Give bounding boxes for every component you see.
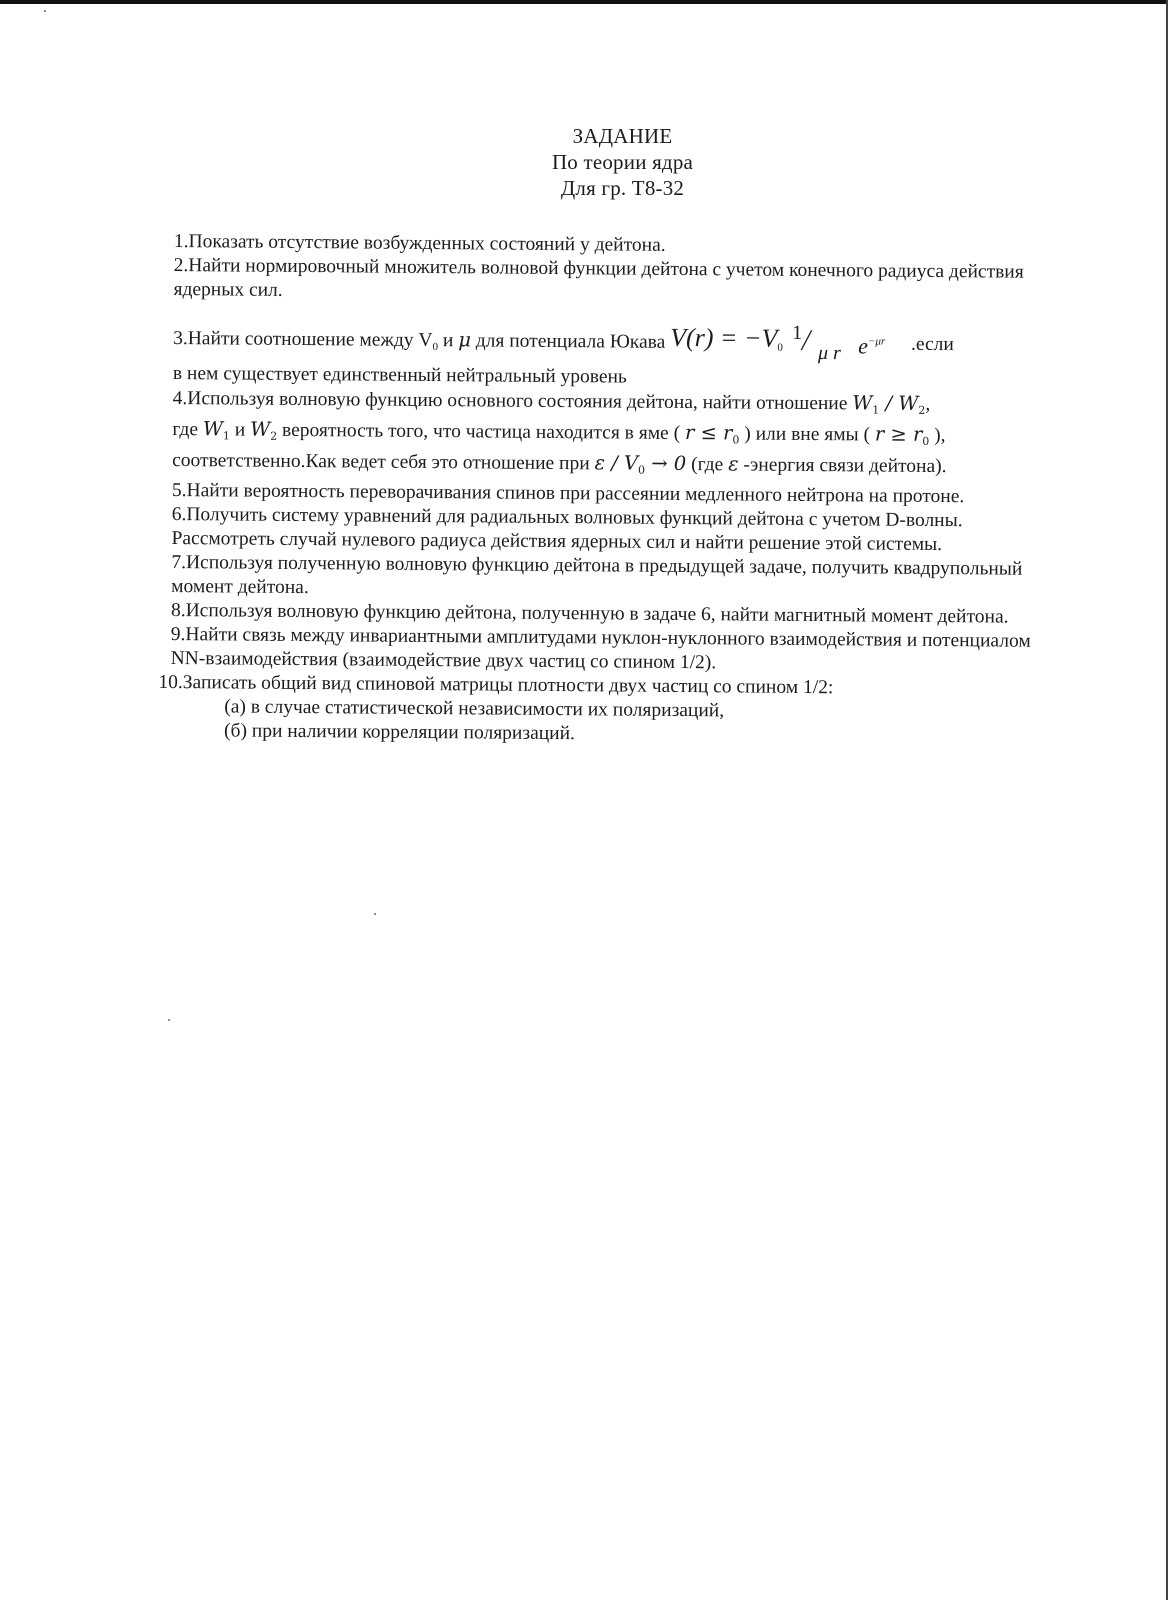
task-7: 7.Используя полученную волновую функцию дейтона в предыдущей задаче, получить квадрупольный момент дейтона.	[171, 551, 1023, 599]
task-3-yukawa-label: для потенциала Юкава	[470, 330, 671, 353]
task-4-binding-energy: -энергия связи дейтона).	[738, 454, 947, 478]
task-9: 9.Найти связь между инвариантными амплитудами нуклон-нуклонного взаимодействия и потенциалом NN-взаимодействия (взаимодействие двух частиц со спином 1/2).	[170, 623, 1031, 674]
task-10-option-b: (б) при наличии корреляции поляризаций.	[223, 720, 576, 745]
task-8: 8.Используя волновую функцию дейтона, полученную в задаче 6, найти магнитный момент дейтона.	[170, 599, 1009, 628]
formula-lhs: $V(r) = -V_0$	[670, 322, 783, 354]
yukawa-potential-formula	[670, 322, 906, 368]
formula-fraction-slash: /	[799, 323, 814, 357]
task-3-text-cont: в нем существует единственный нейтральный уровень	[172, 362, 627, 388]
task-4-outside-well: $r \ge r_0$	[874, 422, 930, 448]
task-4-w2: $W_2$	[250, 417, 278, 443]
formula-numerator: 1	[792, 321, 803, 344]
task-3-text: 3.Найти соотношение между V	[173, 327, 433, 352]
task-2: 2.Найти нормировочный множитель волновой функции дейтона с учетом конечного радиуса действия ядерных сил.	[173, 254, 1024, 301]
document-title: ЗАДАНИЕ	[572, 124, 673, 148]
scan-speck	[374, 913, 376, 915]
task-4-or-outside: ) или вне ямы (	[739, 423, 876, 446]
task-4-probability: вероятность того, что частица находится в яме (	[277, 419, 686, 445]
task-6: 6.Получить систему уравнений для радиальных волновых функций дейтона с учетом D-волны. Рассмотреть случай нулевого радиуса действия ядерных сил и найти решение этой системы.	[171, 503, 963, 556]
task-4-epsilon: ε	[728, 452, 739, 476]
task-5: 5.Найти вероятность переворачивания спинов при рассеянии медленного нейтрона на протоне.	[171, 479, 965, 508]
task-3	[173, 318, 1054, 393]
task-4-limit: $\varepsilon / V_0 \to 0$	[594, 451, 687, 477]
task-4-comma: ,	[925, 393, 931, 415]
scan-speck	[168, 1019, 170, 1021]
task-4-close: ),	[929, 424, 946, 447]
task-list	[158, 230, 1054, 750]
task-4-text: 4.Используя волновую функцию основного состояния дейтона, найти отношение	[172, 387, 853, 415]
task-3-condition: .если	[906, 333, 954, 356]
task-4-ratio: $W_1 / W_2$	[852, 391, 926, 417]
task-1: 1.Показать отсутствие возбужденных состояний у дейтона.	[173, 230, 666, 256]
task-4-where2: (где	[686, 454, 729, 476]
scan-speck	[44, 10, 46, 12]
task-10-option-a: (а) в случае статистической независимости их поляризаций,	[224, 696, 725, 722]
task-3-mu: μ	[458, 328, 472, 352]
task-4-where: где	[172, 418, 203, 441]
task-3-and: и	[437, 330, 459, 352]
task-4-behaviour: соответственно.Как ведет себя это отношение при	[172, 449, 595, 475]
formula-exponential: $e^{-\mu r}$	[858, 333, 886, 359]
task-10: 10.Записать общий вид спиновой матрицы плотности двух частиц со спином 1/2:	[158, 671, 834, 699]
task-4	[172, 386, 1053, 486]
task-4-w1: $W_1$	[202, 417, 230, 443]
formula-denominator: μ r	[817, 342, 841, 365]
task-4-inside-well: $r \le r_0$	[684, 421, 740, 447]
document-subtitle: По теории ядра	[551, 150, 694, 174]
task-4-and: и	[229, 419, 251, 441]
document-group: Для гр. Т8-32	[560, 176, 685, 200]
task-3-v0-subscript: 0	[432, 341, 439, 354]
